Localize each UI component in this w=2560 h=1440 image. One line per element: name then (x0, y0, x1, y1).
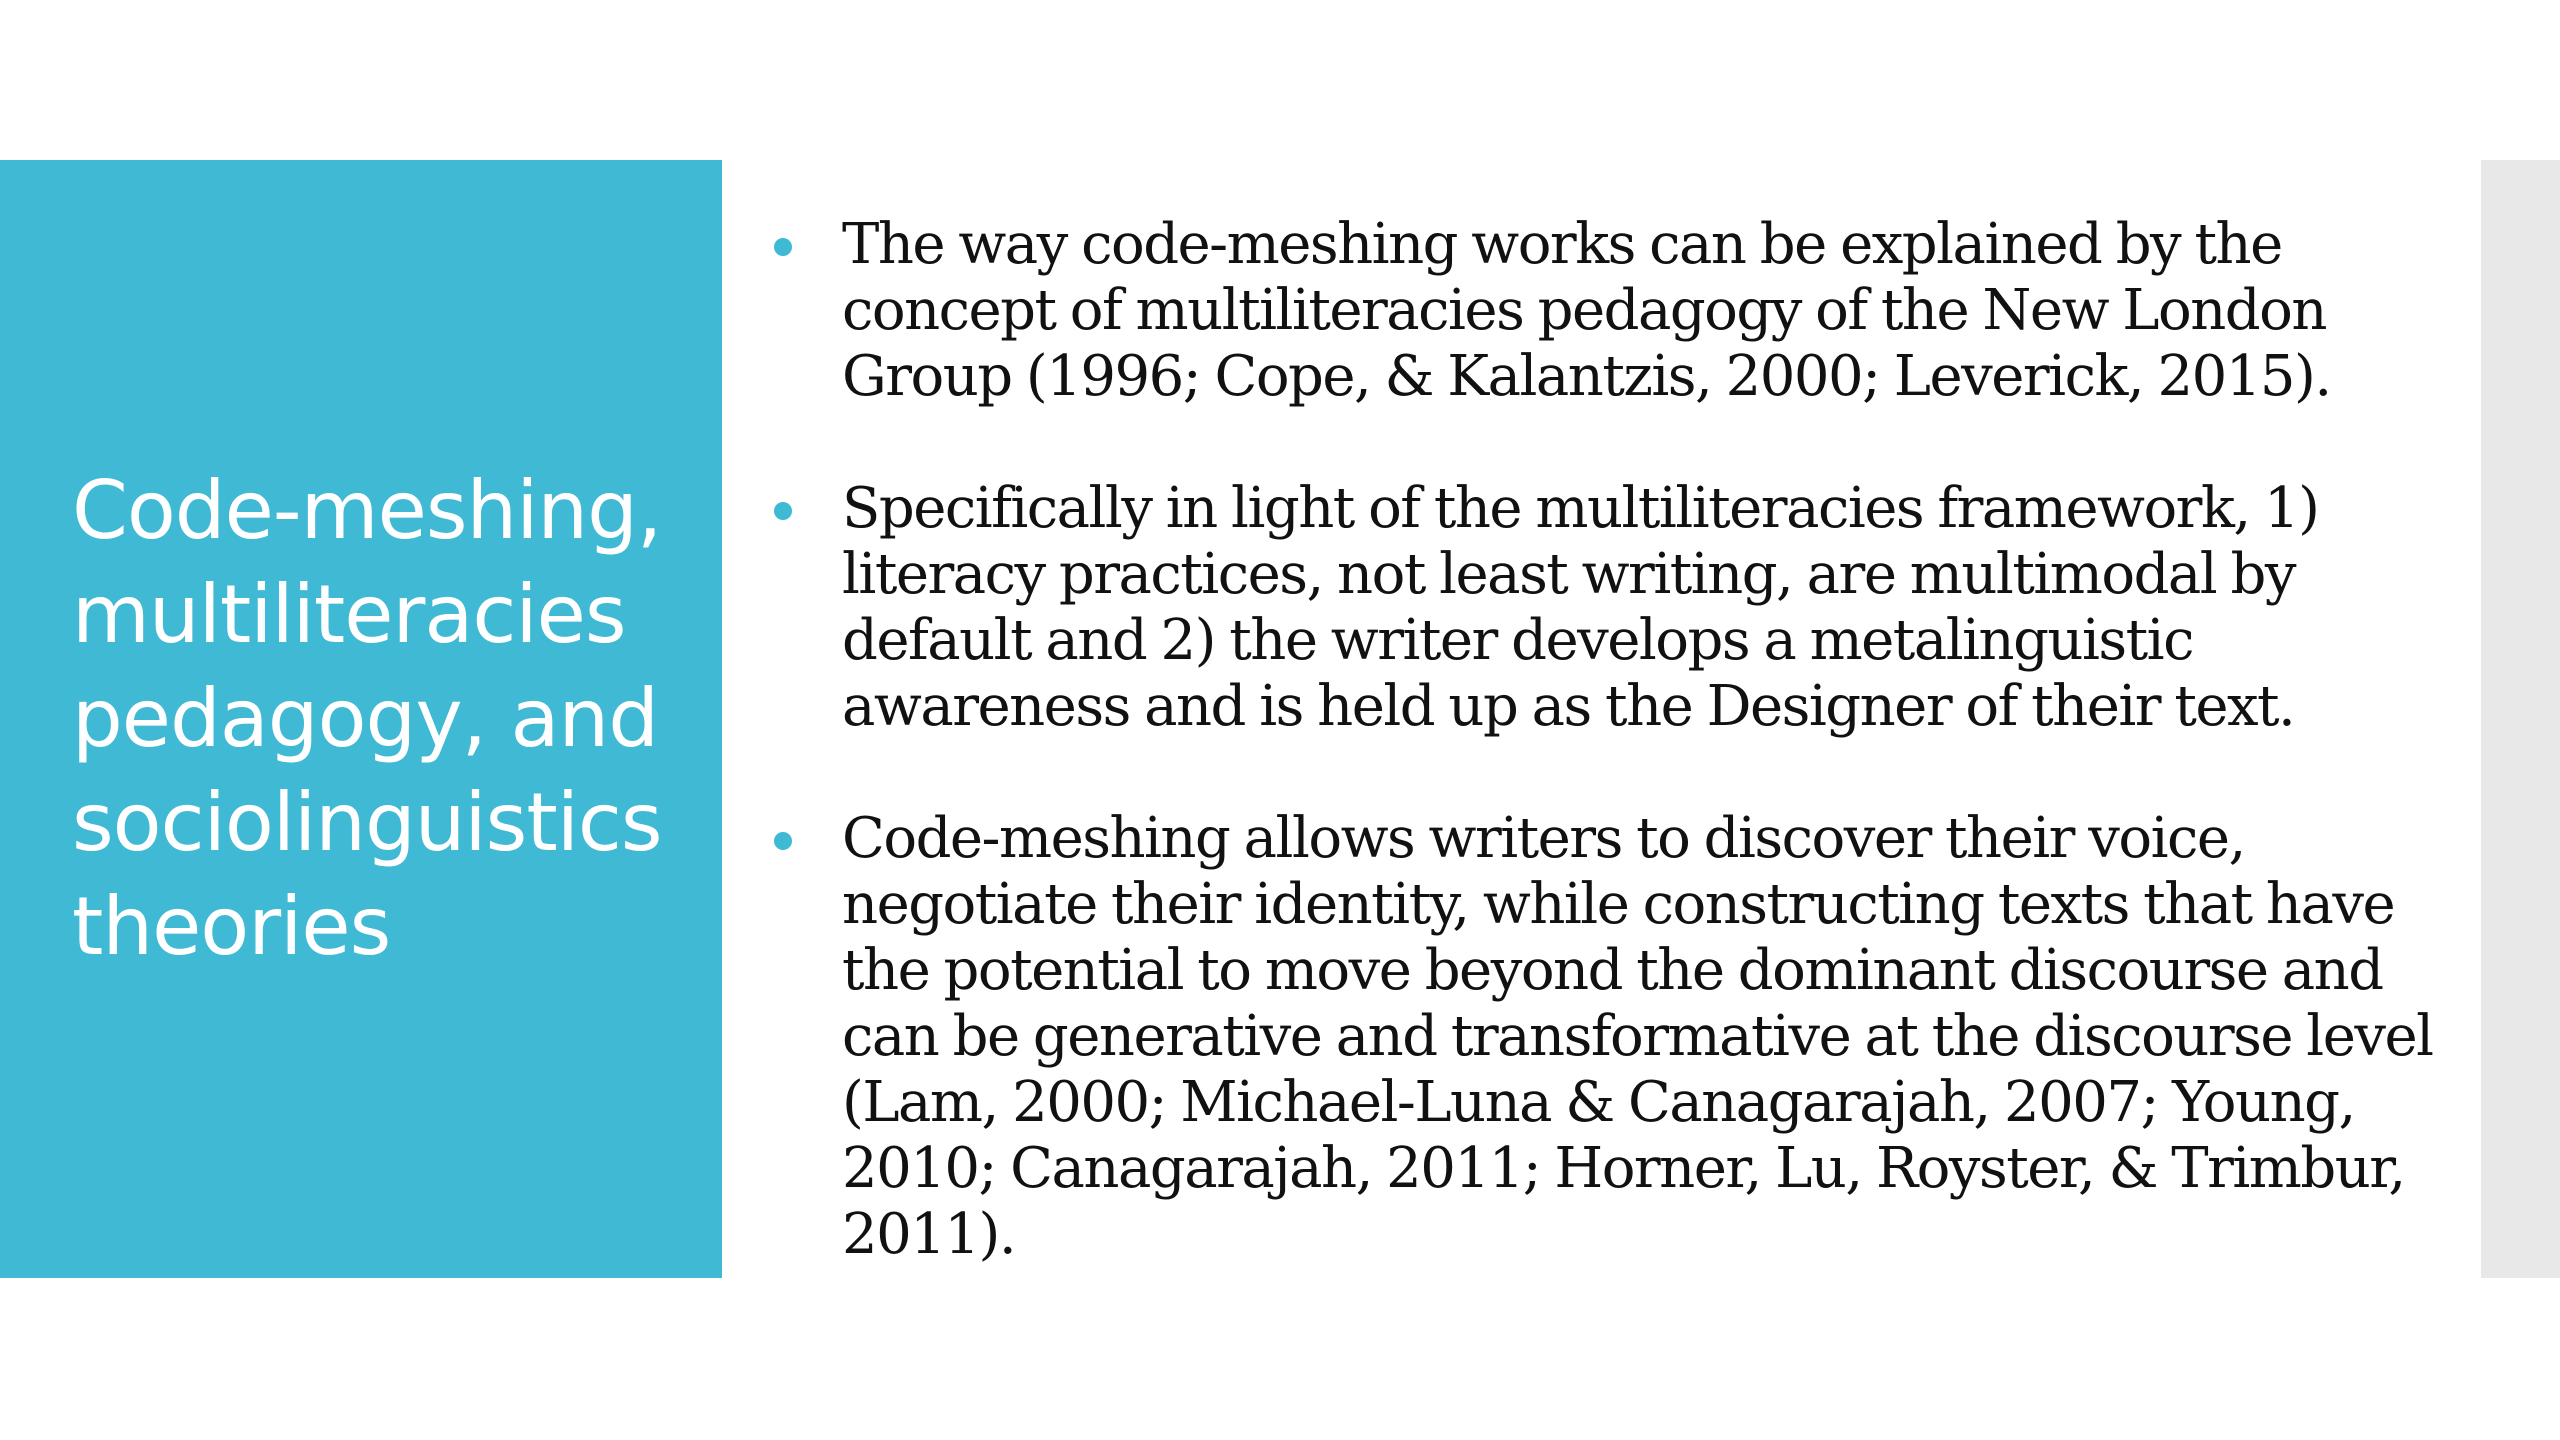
bullet-list (760, 212, 2460, 1334)
slide-title: Code-meshing, multiliteracies pedagogy, and sociolinguistics theories (72, 464, 662, 973)
decorative-side-strip (2481, 160, 2560, 1278)
bullet-text: The way code-meshing works can be explained by the concept of multiliteracies pedagogy of the New London Group (1996; Cope, & Kalantzis, 2000; Leverick, 2015). (842, 212, 2331, 409)
bullet-dot-icon (774, 238, 792, 256)
bullet-dot-icon (774, 832, 792, 850)
title-panel (0, 160, 722, 1278)
bullet-item (760, 476, 2460, 740)
bullet-dot-icon (774, 502, 792, 520)
bullet-item (760, 212, 2460, 410)
bullet-text: Specifically in light of the multiliteracies framework, 1) literacy practices, not least writing, are multimodal by default and 2) the writer develops a metalinguistic awareness and is held up as the Designer of their text. (842, 476, 2319, 739)
bullet-item (760, 806, 2460, 1268)
bullet-text: Code-meshing allows writers to discover their voice, negotiate their identity, while constructing texts that have the potential to move beyond the dominant discourse and can be generative and transformative at the discourse level (Lam, 2000; Michael-Luna & Canagarajah, 2007; Young, 2010; Canagarajah, 2011; Horner, Lu, Royster, & Trimbur, 2011). (842, 806, 2433, 1267)
